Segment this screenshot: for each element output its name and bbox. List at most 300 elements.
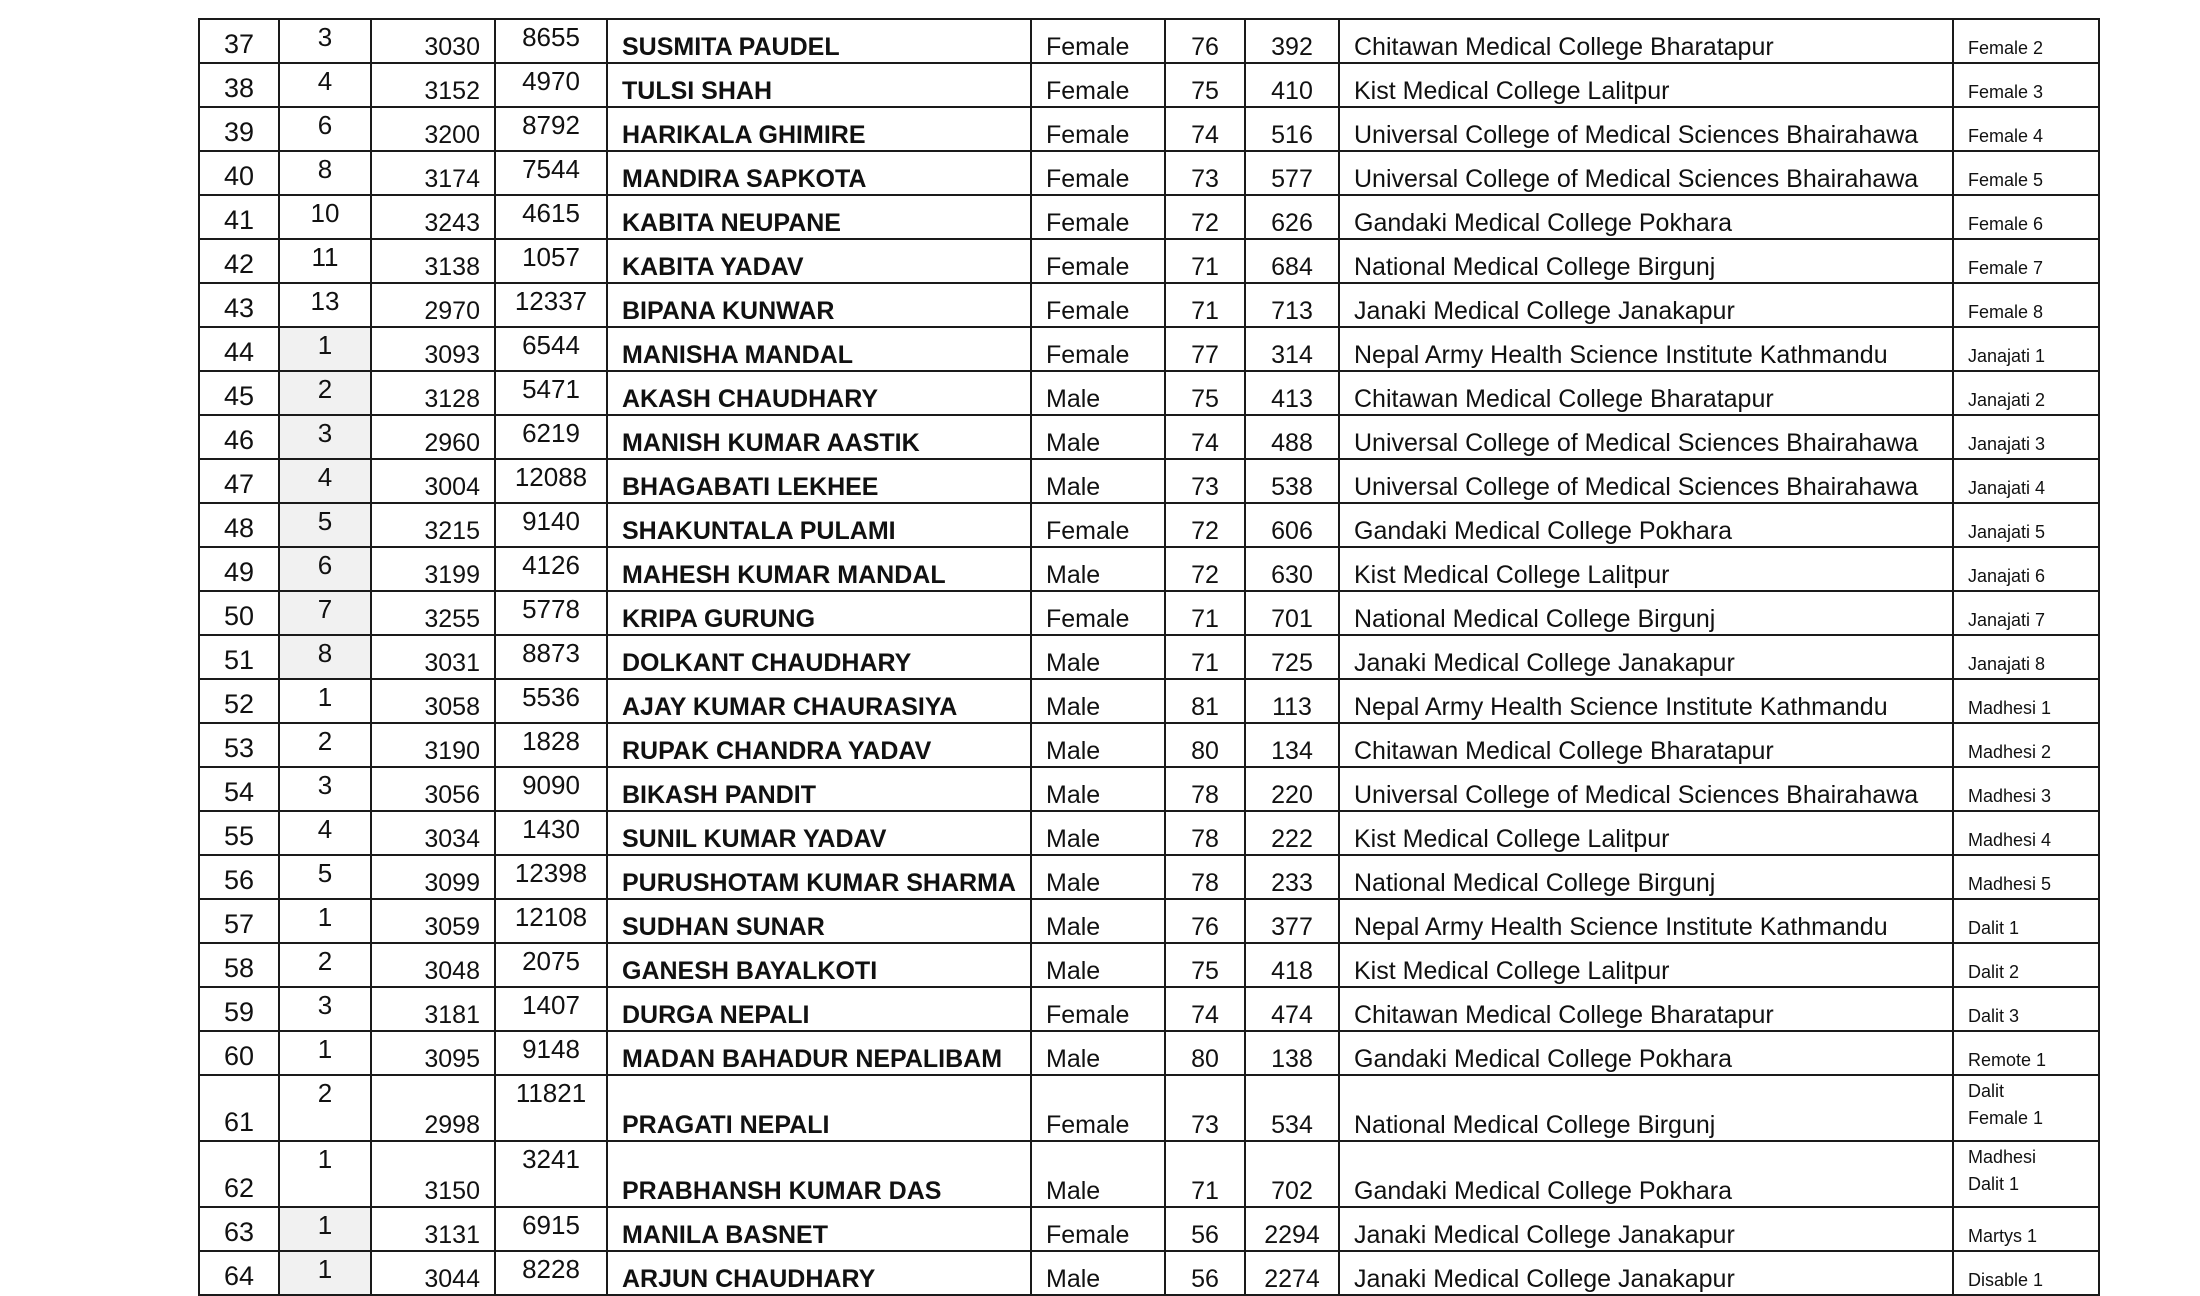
category-cell: [1953, 635, 2099, 679]
serial-number-cell: 62: [199, 1141, 279, 1207]
roll-number-cell: 3099: [371, 855, 495, 899]
gender-cell: Male: [1031, 855, 1165, 899]
college-name-cell: Universal College of Medical Sciences Bhairahawa: [1339, 415, 1953, 459]
category-cell: [1953, 943, 2099, 987]
category-label: Janajati 7: [1968, 610, 2046, 630]
roll-number-cell: 3056: [371, 767, 495, 811]
group-number-cell: 1: [279, 1251, 371, 1295]
rank-cell: 626: [1245, 195, 1339, 239]
form-number-cell: 5471: [495, 371, 607, 415]
marks-cell: 78: [1165, 767, 1245, 811]
form-number-cell: 8655: [495, 19, 607, 63]
category-cell: [1953, 987, 2099, 1031]
marks-cell: 56: [1165, 1207, 1245, 1251]
category-cell: [1953, 1141, 2099, 1207]
rank-cell: 606: [1245, 503, 1339, 547]
marks-cell: 73: [1165, 459, 1245, 503]
category-cell: [1953, 1207, 2099, 1251]
group-number-cell: 3: [279, 767, 371, 811]
student-name-cell: SUNIL KUMAR YADAV: [607, 811, 1031, 855]
group-number-cell: 7: [279, 591, 371, 635]
table-row: [199, 547, 2099, 591]
form-number-cell: 6219: [495, 415, 607, 459]
merit-list-body: [199, 19, 2099, 1295]
roll-number-cell: 3031: [371, 635, 495, 679]
category-cell: [1953, 283, 2099, 327]
student-name-cell: SUDHAN SUNAR: [607, 899, 1031, 943]
form-number-cell: 11821: [495, 1075, 607, 1141]
roll-number-cell: 3150: [371, 1141, 495, 1207]
roll-number-cell: 3093: [371, 327, 495, 371]
table-row: [199, 1251, 2099, 1295]
group-number-cell: 3: [279, 19, 371, 63]
marks-cell: 76: [1165, 899, 1245, 943]
category-label: Remote 1: [1968, 1050, 2047, 1070]
rank-cell: 474: [1245, 987, 1339, 1031]
category-label: Janajati 2: [1968, 390, 2046, 410]
group-number-cell: 1: [279, 1141, 371, 1207]
rank-cell: 413: [1245, 371, 1339, 415]
roll-number-cell: 3138: [371, 239, 495, 283]
serial-number-cell: 53: [199, 723, 279, 767]
merit-list-table: [198, 18, 2100, 1296]
category-cell: [1953, 239, 2099, 283]
rank-cell: 314: [1245, 327, 1339, 371]
serial-number-cell: 51: [199, 635, 279, 679]
marks-cell: 78: [1165, 811, 1245, 855]
marks-cell: 75: [1165, 371, 1245, 415]
table-row: [199, 943, 2099, 987]
group-number-cell: 13: [279, 283, 371, 327]
form-number-cell: 8792: [495, 107, 607, 151]
marks-cell: 80: [1165, 723, 1245, 767]
serial-number-cell: 42: [199, 239, 279, 283]
category-cell: [1953, 723, 2099, 767]
gender-cell: Male: [1031, 547, 1165, 591]
marks-cell: 74: [1165, 987, 1245, 1031]
gender-cell: Female: [1031, 283, 1165, 327]
form-number-cell: 12108: [495, 899, 607, 943]
serial-number-cell: 48: [199, 503, 279, 547]
rank-cell: 713: [1245, 283, 1339, 327]
marks-cell: 71: [1165, 635, 1245, 679]
category-cell: [1953, 327, 2099, 371]
category-cell: [1953, 151, 2099, 195]
roll-number-cell: 3200: [371, 107, 495, 151]
category-label: Female 6: [1968, 214, 2044, 234]
group-number-cell: 3: [279, 987, 371, 1031]
group-number-cell: 8: [279, 635, 371, 679]
gender-cell: Female: [1031, 987, 1165, 1031]
marks-cell: 56: [1165, 1251, 1245, 1295]
rank-cell: 134: [1245, 723, 1339, 767]
category-label: Janajati 1: [1968, 346, 2046, 366]
roll-number-cell: 3152: [371, 63, 495, 107]
group-number-cell: 2: [279, 1075, 371, 1141]
student-name-cell: KRIPA GURUNG: [607, 591, 1031, 635]
group-number-cell: 6: [279, 547, 371, 591]
group-number-cell: 2: [279, 371, 371, 415]
form-number-cell: 3241: [495, 1141, 607, 1207]
table-row: [199, 195, 2099, 239]
group-number-cell: 10: [279, 195, 371, 239]
marks-cell: 74: [1165, 107, 1245, 151]
category-label: Janajati 4: [1968, 478, 2046, 498]
form-number-cell: 5536: [495, 679, 607, 723]
category-cell: [1953, 107, 2099, 151]
college-name-cell: Universal College of Medical Sciences Bhairahawa: [1339, 459, 1953, 503]
category-label: Dalit 1: [1968, 918, 2020, 938]
serial-number-cell: 43: [199, 283, 279, 327]
roll-number-cell: 3034: [371, 811, 495, 855]
marks-cell: 74: [1165, 415, 1245, 459]
category-label: Madhesi: [1968, 1147, 2037, 1167]
marks-cell: 71: [1165, 1141, 1245, 1207]
gender-cell: Male: [1031, 1031, 1165, 1075]
rank-cell: 702: [1245, 1141, 1339, 1207]
category-cell: [1953, 1075, 2099, 1141]
student-name-cell: PURUSHOTAM KUMAR SHARMA: [607, 855, 1031, 899]
serial-number-cell: 61: [199, 1075, 279, 1141]
college-name-cell: Gandaki Medical College Pokhara: [1339, 1141, 1953, 1207]
table-row: [199, 591, 2099, 635]
category-label: Janajati 5: [1968, 522, 2046, 542]
table-row: [199, 679, 2099, 723]
gender-cell: Male: [1031, 943, 1165, 987]
form-number-cell: 6544: [495, 327, 607, 371]
gender-cell: Male: [1031, 1251, 1165, 1295]
student-name-cell: AJAY KUMAR CHAURASIYA: [607, 679, 1031, 723]
table-row: [199, 723, 2099, 767]
serial-number-cell: 56: [199, 855, 279, 899]
rank-cell: 113: [1245, 679, 1339, 723]
table-row: [199, 19, 2099, 63]
serial-number-cell: 59: [199, 987, 279, 1031]
roll-number-cell: 3059: [371, 899, 495, 943]
student-name-cell: MANDIRA SAPKOTA: [607, 151, 1031, 195]
gender-cell: Female: [1031, 503, 1165, 547]
group-number-cell: 1: [279, 899, 371, 943]
serial-number-cell: 60: [199, 1031, 279, 1075]
college-name-cell: Kist Medical College Lalitpur: [1339, 547, 1953, 591]
group-number-cell: 2: [279, 723, 371, 767]
serial-number-cell: 55: [199, 811, 279, 855]
table-row: [199, 107, 2099, 151]
table-row: [199, 283, 2099, 327]
student-name-cell: ARJUN CHAUDHARY: [607, 1251, 1031, 1295]
college-name-cell: Universal College of Medical Sciences Bhairahawa: [1339, 107, 1953, 151]
student-name-cell: PRAGATI NEPALI: [607, 1075, 1031, 1141]
category-label: Female 4: [1968, 126, 2044, 146]
roll-number-cell: 3058: [371, 679, 495, 723]
rank-cell: 2294: [1245, 1207, 1339, 1251]
category-cell: [1953, 371, 2099, 415]
group-number-cell: 4: [279, 811, 371, 855]
form-number-cell: 9148: [495, 1031, 607, 1075]
student-name-cell: PRABHANSH KUMAR DAS: [607, 1141, 1031, 1207]
table-row: [199, 239, 2099, 283]
roll-number-cell: 3190: [371, 723, 495, 767]
roll-number-cell: 3004: [371, 459, 495, 503]
gender-cell: Female: [1031, 107, 1165, 151]
student-name-cell: MANISH KUMAR AASTIK: [607, 415, 1031, 459]
category-label: Disable 1: [1968, 1270, 2044, 1290]
category-label: Female 5: [1968, 170, 2044, 190]
student-name-cell: MANISHA MANDAL: [607, 327, 1031, 371]
marks-cell: 73: [1165, 151, 1245, 195]
college-name-cell: Universal College of Medical Sciences Bhairahawa: [1339, 767, 1953, 811]
category-cell: [1953, 459, 2099, 503]
college-name-cell: Kist Medical College Lalitpur: [1339, 63, 1953, 107]
college-name-cell: Chitawan Medical College Bharatapur: [1339, 723, 1953, 767]
roll-number-cell: 3048: [371, 943, 495, 987]
college-name-cell: Nepal Army Health Science Institute Kathmandu: [1339, 899, 1953, 943]
college-name-cell: Gandaki Medical College Pokhara: [1339, 195, 1953, 239]
student-name-cell: RUPAK CHANDRA YADAV: [607, 723, 1031, 767]
group-number-cell: 1: [279, 1031, 371, 1075]
serial-number-cell: 49: [199, 547, 279, 591]
roll-number-cell: 3128: [371, 371, 495, 415]
student-name-cell: MAHESH KUMAR MANDAL: [607, 547, 1031, 591]
category-cell: [1953, 503, 2099, 547]
rank-cell: 684: [1245, 239, 1339, 283]
table-row: [199, 151, 2099, 195]
category-label: Madhesi 2: [1968, 742, 2052, 762]
college-name-cell: Chitawan Medical College Bharatapur: [1339, 371, 1953, 415]
rank-cell: 488: [1245, 415, 1339, 459]
student-name-cell: MANILA BASNET: [607, 1207, 1031, 1251]
category-cell: [1953, 591, 2099, 635]
marks-cell: 72: [1165, 547, 1245, 591]
college-name-cell: National Medical College Birgunj: [1339, 591, 1953, 635]
gender-cell: Female: [1031, 151, 1165, 195]
rank-cell: 418: [1245, 943, 1339, 987]
form-number-cell: 12337: [495, 283, 607, 327]
group-number-cell: 4: [279, 63, 371, 107]
serial-number-cell: 40: [199, 151, 279, 195]
gender-cell: Male: [1031, 1141, 1165, 1207]
form-number-cell: 4615: [495, 195, 607, 239]
serial-number-cell: 41: [199, 195, 279, 239]
rank-cell: 392: [1245, 19, 1339, 63]
student-name-cell: GANESH BAYALKOTI: [607, 943, 1031, 987]
gender-cell: Female: [1031, 1207, 1165, 1251]
category-label: Madhesi 1: [1968, 698, 2052, 718]
marks-cell: 76: [1165, 19, 1245, 63]
college-name-cell: National Medical College Birgunj: [1339, 239, 1953, 283]
serial-number-cell: 57: [199, 899, 279, 943]
roll-number-cell: 2998: [371, 1075, 495, 1141]
marks-cell: 72: [1165, 503, 1245, 547]
category-cell: [1953, 195, 2099, 239]
gender-cell: Female: [1031, 239, 1165, 283]
category-label: Dalit: [1968, 1081, 2005, 1101]
category-label: Female 3: [1968, 82, 2044, 102]
category-label: Female 2: [1968, 38, 2044, 58]
category-label: Dalit 2: [1968, 962, 2020, 982]
roll-number-cell: 3243: [371, 195, 495, 239]
category-label: Janajati 6: [1968, 566, 2046, 586]
college-name-cell: Universal College of Medical Sciences Bhairahawa: [1339, 151, 1953, 195]
college-name-cell: Chitawan Medical College Bharatapur: [1339, 987, 1953, 1031]
marks-cell: 75: [1165, 943, 1245, 987]
table-row: [199, 635, 2099, 679]
form-number-cell: 12088: [495, 459, 607, 503]
category-label: Madhesi 5: [1968, 874, 2052, 894]
rank-cell: 725: [1245, 635, 1339, 679]
marks-cell: 77: [1165, 327, 1245, 371]
college-name-cell: National Medical College Birgunj: [1339, 1075, 1953, 1141]
college-name-cell: Janaki Medical College Janakapur: [1339, 635, 1953, 679]
table-row: [199, 415, 2099, 459]
group-number-cell: 3: [279, 415, 371, 459]
form-number-cell: 1828: [495, 723, 607, 767]
category-label: Female 7: [1968, 258, 2044, 278]
category-label: Martys 1: [1968, 1226, 2038, 1246]
marks-cell: 72: [1165, 195, 1245, 239]
college-name-cell: Janaki Medical College Janakapur: [1339, 283, 1953, 327]
form-number-cell: 2075: [495, 943, 607, 987]
college-name-cell: Kist Medical College Lalitpur: [1339, 943, 1953, 987]
student-name-cell: AKASH CHAUDHARY: [607, 371, 1031, 415]
gender-cell: Female: [1031, 195, 1165, 239]
gender-cell: Female: [1031, 19, 1165, 63]
form-number-cell: 5778: [495, 591, 607, 635]
table-row: [199, 371, 2099, 415]
table-row: [199, 1031, 2099, 1075]
marks-cell: 75: [1165, 63, 1245, 107]
rank-cell: 701: [1245, 591, 1339, 635]
group-number-cell: 8: [279, 151, 371, 195]
college-name-cell: Gandaki Medical College Pokhara: [1339, 1031, 1953, 1075]
marks-cell: 71: [1165, 591, 1245, 635]
category-cell: [1953, 415, 2099, 459]
college-name-cell: National Medical College Birgunj: [1339, 855, 1953, 899]
roll-number-cell: 3030: [371, 19, 495, 63]
serial-number-cell: 46: [199, 415, 279, 459]
group-number-cell: 6: [279, 107, 371, 151]
form-number-cell: 1430: [495, 811, 607, 855]
student-name-cell: SHAKUNTALA PULAMI: [607, 503, 1031, 547]
serial-number-cell: 58: [199, 943, 279, 987]
gender-cell: Male: [1031, 415, 1165, 459]
rank-cell: 577: [1245, 151, 1339, 195]
category-cell: [1953, 811, 2099, 855]
gender-cell: Male: [1031, 723, 1165, 767]
rank-cell: 138: [1245, 1031, 1339, 1075]
form-number-cell: 8873: [495, 635, 607, 679]
category-label: Dalit 3: [1968, 1006, 2020, 1026]
category-label: Madhesi 4: [1968, 830, 2052, 850]
gender-cell: Male: [1031, 459, 1165, 503]
group-number-cell: 2: [279, 943, 371, 987]
rank-cell: 222: [1245, 811, 1339, 855]
category-cell: [1953, 1031, 2099, 1075]
form-number-cell: 4126: [495, 547, 607, 591]
gender-cell: Male: [1031, 811, 1165, 855]
roll-number-cell: 3181: [371, 987, 495, 1031]
category-cell: [1953, 1251, 2099, 1295]
student-name-cell: SUSMITA PAUDEL: [607, 19, 1031, 63]
roll-number-cell: 3174: [371, 151, 495, 195]
roll-number-cell: 3131: [371, 1207, 495, 1251]
form-number-cell: 4970: [495, 63, 607, 107]
table-row: [199, 899, 2099, 943]
marks-cell: 80: [1165, 1031, 1245, 1075]
category-cell: [1953, 899, 2099, 943]
rank-cell: 516: [1245, 107, 1339, 151]
gender-cell: Male: [1031, 635, 1165, 679]
roll-number-cell: 3215: [371, 503, 495, 547]
serial-number-cell: 44: [199, 327, 279, 371]
gender-cell: Male: [1031, 371, 1165, 415]
gender-cell: Female: [1031, 63, 1165, 107]
serial-number-cell: 52: [199, 679, 279, 723]
serial-number-cell: 38: [199, 63, 279, 107]
student-name-cell: TULSI SHAH: [607, 63, 1031, 107]
form-number-cell: 6915: [495, 1207, 607, 1251]
category-cell: [1953, 855, 2099, 899]
category-label: Janajati 3: [1968, 434, 2046, 454]
rank-cell: 534: [1245, 1075, 1339, 1141]
serial-number-cell: 37: [199, 19, 279, 63]
roll-number-cell: 3095: [371, 1031, 495, 1075]
form-number-cell: 12398: [495, 855, 607, 899]
marks-cell: 78: [1165, 855, 1245, 899]
serial-number-cell: 47: [199, 459, 279, 503]
college-name-cell: Gandaki Medical College Pokhara: [1339, 503, 1953, 547]
category-label: Female 8: [1968, 302, 2044, 322]
form-number-cell: 9140: [495, 503, 607, 547]
college-name-cell: Janaki Medical College Janakapur: [1339, 1207, 1953, 1251]
college-name-cell: Kist Medical College Lalitpur: [1339, 811, 1953, 855]
category-label-line2: Dalit 1: [1968, 1174, 2020, 1194]
group-number-cell: 5: [279, 503, 371, 547]
table-row: [199, 459, 2099, 503]
form-number-cell: 1407: [495, 987, 607, 1031]
category-cell: [1953, 679, 2099, 723]
student-name-cell: BIKASH PANDIT: [607, 767, 1031, 811]
table-row: [199, 327, 2099, 371]
group-number-cell: 4: [279, 459, 371, 503]
college-name-cell: Chitawan Medical College Bharatapur: [1339, 19, 1953, 63]
category-label: Madhesi 3: [1968, 786, 2052, 806]
marks-cell: 73: [1165, 1075, 1245, 1141]
table-row: [199, 63, 2099, 107]
table-row: [199, 503, 2099, 547]
roll-number-cell: 2960: [371, 415, 495, 459]
group-number-cell: 1: [279, 1207, 371, 1251]
group-number-cell: 1: [279, 327, 371, 371]
college-name-cell: Nepal Army Health Science Institute Kathmandu: [1339, 679, 1953, 723]
form-number-cell: 1057: [495, 239, 607, 283]
rank-cell: 538: [1245, 459, 1339, 503]
category-cell: [1953, 63, 2099, 107]
gender-cell: Male: [1031, 679, 1165, 723]
roll-number-cell: 3255: [371, 591, 495, 635]
table-row: [199, 855, 2099, 899]
serial-number-cell: 45: [199, 371, 279, 415]
marks-cell: 71: [1165, 239, 1245, 283]
serial-number-cell: 50: [199, 591, 279, 635]
rank-cell: 630: [1245, 547, 1339, 591]
category-label: Janajati 8: [1968, 654, 2046, 674]
category-cell: [1953, 19, 2099, 63]
student-name-cell: BIPANA KUNWAR: [607, 283, 1031, 327]
student-name-cell: DOLKANT CHAUDHARY: [607, 635, 1031, 679]
form-number-cell: 7544: [495, 151, 607, 195]
category-cell: [1953, 767, 2099, 811]
